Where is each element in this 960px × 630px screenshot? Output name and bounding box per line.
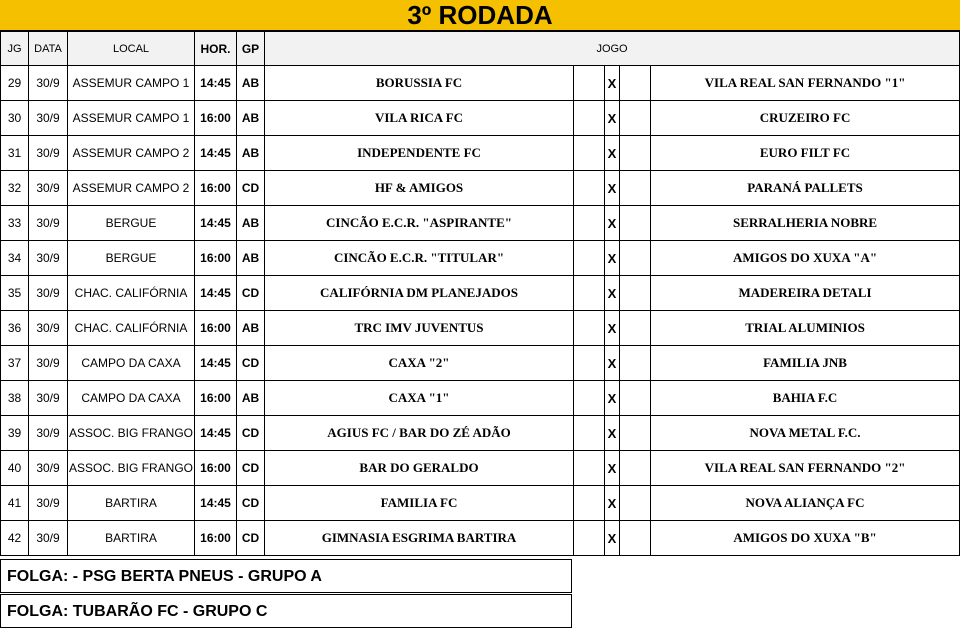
game-location: BERGUE <box>68 206 195 241</box>
game-group: AB <box>237 136 265 171</box>
score-home <box>574 346 605 381</box>
score-home <box>574 381 605 416</box>
score-away <box>620 451 651 486</box>
table-row <box>1 101 960 136</box>
score-home <box>574 136 605 171</box>
table-row <box>1 346 960 381</box>
game-group: AB <box>237 66 265 101</box>
score-away <box>620 276 651 311</box>
game-location: ASSOC. BIG FRANGO <box>68 416 195 451</box>
score-home <box>574 66 605 101</box>
game-group: CD <box>237 521 265 556</box>
away-team: EURO FILT FC <box>651 136 960 171</box>
score-home <box>574 311 605 346</box>
game-time: 16:00 <box>195 311 237 346</box>
score-away <box>620 346 651 381</box>
score-away <box>620 206 651 241</box>
game-date: 30/9 <box>29 346 68 381</box>
game-date: 30/9 <box>29 66 68 101</box>
score-away <box>620 241 651 276</box>
versus-mark: X <box>605 66 620 101</box>
score-away <box>620 381 651 416</box>
game-time: 16:00 <box>195 101 237 136</box>
away-team: AMIGOS DO XUXA "B" <box>651 521 960 556</box>
score-away <box>620 66 651 101</box>
away-team: SERRALHERIA NOBRE <box>651 206 960 241</box>
table-row <box>1 276 960 311</box>
game-group: CD <box>237 416 265 451</box>
home-team: TRC IMV JUVENTUS <box>265 311 574 346</box>
table-row <box>1 416 960 451</box>
game-time: 14:45 <box>195 206 237 241</box>
home-team: CAXA "2" <box>265 346 574 381</box>
game-location: BARTIRA <box>68 521 195 556</box>
game-date: 30/9 <box>29 136 68 171</box>
versus-mark: X <box>605 521 620 556</box>
away-team: BAHIA F.C <box>651 381 960 416</box>
game-number: 40 <box>1 451 29 486</box>
table-row <box>1 521 960 556</box>
game-date: 30/9 <box>29 206 68 241</box>
game-number: 32 <box>1 171 29 206</box>
game-time: 16:00 <box>195 521 237 556</box>
home-team: CINCÃO E.C.R. "ASPIRANTE" <box>265 206 574 241</box>
game-time: 16:00 <box>195 381 237 416</box>
game-number: 39 <box>1 416 29 451</box>
score-home <box>574 101 605 136</box>
home-team: BORUSSIA FC <box>265 66 574 101</box>
header-local: LOCAL <box>68 32 195 66</box>
versus-mark: X <box>605 136 620 171</box>
versus-mark: X <box>605 276 620 311</box>
versus-mark: X <box>605 101 620 136</box>
table-row <box>1 241 960 276</box>
home-team: CALIFÓRNIA DM PLANEJADOS <box>265 276 574 311</box>
game-group: AB <box>237 101 265 136</box>
game-location: ASSEMUR CAMPO 1 <box>68 66 195 101</box>
versus-mark: X <box>605 451 620 486</box>
score-away <box>620 521 651 556</box>
score-home <box>574 171 605 206</box>
score-away <box>620 311 651 346</box>
table-row <box>1 171 960 206</box>
game-number: 41 <box>1 486 29 521</box>
game-number: 31 <box>1 136 29 171</box>
header-row <box>1 32 960 66</box>
game-number: 34 <box>1 241 29 276</box>
game-number: 33 <box>1 206 29 241</box>
score-home <box>574 206 605 241</box>
away-team: VILA REAL SAN FERNANDO "1" <box>651 66 960 101</box>
header-gp: GP <box>237 32 265 66</box>
game-time: 14:45 <box>195 136 237 171</box>
away-team: NOVA ALIANÇA FC <box>651 486 960 521</box>
away-team: VILA REAL SAN FERNANDO "2" <box>651 451 960 486</box>
game-location: CHAC. CALIFÓRNIA <box>68 276 195 311</box>
game-time: 16:00 <box>195 451 237 486</box>
schedule-table <box>0 31 960 556</box>
score-home <box>574 241 605 276</box>
game-number: 30 <box>1 101 29 136</box>
score-away <box>620 101 651 136</box>
table-row <box>1 311 960 346</box>
header-data: DATA <box>29 32 68 66</box>
game-group: AB <box>237 241 265 276</box>
game-group: AB <box>237 381 265 416</box>
folga-line-1: FOLGA: - PSG BERTA PNEUS - GRUPO A <box>0 559 572 593</box>
game-group: CD <box>237 276 265 311</box>
game-number: 38 <box>1 381 29 416</box>
game-time: 14:45 <box>195 416 237 451</box>
game-number: 42 <box>1 521 29 556</box>
home-team: AGIUS FC / BAR DO ZÉ ADÃO <box>265 416 574 451</box>
away-team: TRIAL ALUMINIOS <box>651 311 960 346</box>
score-home <box>574 521 605 556</box>
home-team: GIMNASIA ESGRIMA BARTIRA <box>265 521 574 556</box>
game-location: ASSEMUR CAMPO 2 <box>68 136 195 171</box>
game-location: CHAC. CALIFÓRNIA <box>68 311 195 346</box>
game-location: BARTIRA <box>68 486 195 521</box>
game-date: 30/9 <box>29 381 68 416</box>
page-title: 3º RODADA <box>0 0 960 31</box>
score-away <box>620 486 651 521</box>
header-hor: HOR. <box>195 32 237 66</box>
versus-mark: X <box>605 381 620 416</box>
versus-mark: X <box>605 171 620 206</box>
score-home <box>574 416 605 451</box>
header-jogo: JOGO <box>265 32 960 66</box>
game-date: 30/9 <box>29 311 68 346</box>
game-group: CD <box>237 171 265 206</box>
game-date: 30/9 <box>29 521 68 556</box>
game-location: ASSEMUR CAMPO 1 <box>68 101 195 136</box>
versus-mark: X <box>605 346 620 381</box>
versus-mark: X <box>605 311 620 346</box>
versus-mark: X <box>605 241 620 276</box>
away-team: MADEREIRA DETALI <box>651 276 960 311</box>
game-location: CAMPO DA CAXA <box>68 346 195 381</box>
game-location: BERGUE <box>68 241 195 276</box>
game-number: 37 <box>1 346 29 381</box>
score-away <box>620 136 651 171</box>
game-group: CD <box>237 346 265 381</box>
game-time: 16:00 <box>195 171 237 206</box>
table-row <box>1 486 960 521</box>
header-jg: JG <box>1 32 29 66</box>
away-team: PARANÁ PALLETS <box>651 171 960 206</box>
table-row <box>1 451 960 486</box>
score-home <box>574 486 605 521</box>
game-date: 30/9 <box>29 241 68 276</box>
versus-mark: X <box>605 416 620 451</box>
game-time: 14:45 <box>195 346 237 381</box>
home-team: VILA RICA FC <box>265 101 574 136</box>
game-number: 35 <box>1 276 29 311</box>
game-location: ASSEMUR CAMPO 2 <box>68 171 195 206</box>
game-number: 29 <box>1 66 29 101</box>
table-row <box>1 136 960 171</box>
away-team: FAMILIA JNB <box>651 346 960 381</box>
game-location: CAMPO DA CAXA <box>68 381 195 416</box>
game-date: 30/9 <box>29 101 68 136</box>
score-away <box>620 416 651 451</box>
home-team: CAXA "1" <box>265 381 574 416</box>
versus-mark: X <box>605 206 620 241</box>
table-row <box>1 66 960 101</box>
game-location: ASSOC. BIG FRANGO <box>68 451 195 486</box>
folga-line-2: FOLGA: TUBARÃO FC - GRUPO C <box>0 594 572 628</box>
away-team: CRUZEIRO FC <box>651 101 960 136</box>
game-date: 30/9 <box>29 451 68 486</box>
game-date: 30/9 <box>29 486 68 521</box>
game-date: 30/9 <box>29 416 68 451</box>
home-team: CINCÃO E.C.R. "TITULAR" <box>265 241 574 276</box>
game-time: 14:45 <box>195 276 237 311</box>
home-team: FAMILIA FC <box>265 486 574 521</box>
game-time: 14:45 <box>195 66 237 101</box>
game-number: 36 <box>1 311 29 346</box>
table-row <box>1 206 960 241</box>
away-team: AMIGOS DO XUXA "A" <box>651 241 960 276</box>
home-team: INDEPENDENTE FC <box>265 136 574 171</box>
game-time: 16:00 <box>195 241 237 276</box>
table-row <box>1 381 960 416</box>
game-group: AB <box>237 206 265 241</box>
game-time: 14:45 <box>195 486 237 521</box>
game-group: AB <box>237 311 265 346</box>
score-home <box>574 276 605 311</box>
home-team: HF & AMIGOS <box>265 171 574 206</box>
game-date: 30/9 <box>29 276 68 311</box>
game-group: CD <box>237 451 265 486</box>
game-date: 30/9 <box>29 171 68 206</box>
game-group: CD <box>237 486 265 521</box>
score-away <box>620 171 651 206</box>
away-team: NOVA METAL F.C. <box>651 416 960 451</box>
home-team: BAR DO GERALDO <box>265 451 574 486</box>
versus-mark: X <box>605 486 620 521</box>
score-home <box>574 451 605 486</box>
